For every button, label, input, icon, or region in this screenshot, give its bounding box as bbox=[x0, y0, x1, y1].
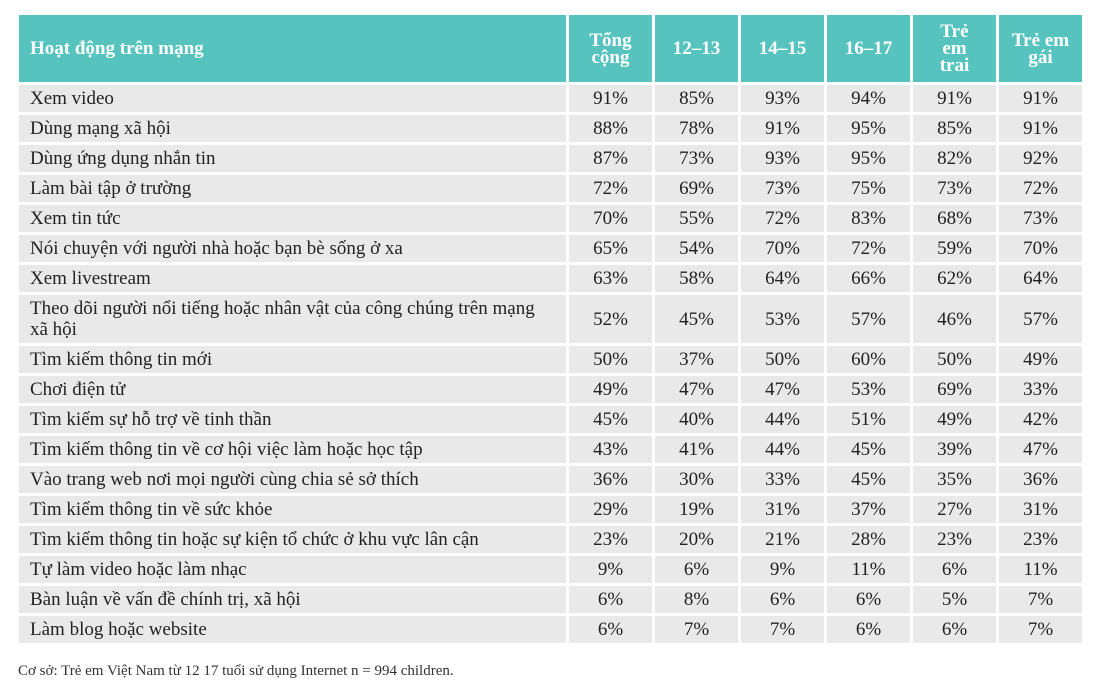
value-cell-age-14-15: 91% bbox=[741, 115, 824, 142]
table-row bbox=[19, 265, 1082, 292]
value-cell-age-12-13: 54% bbox=[655, 235, 738, 262]
value-cell-girls: 72% bbox=[999, 175, 1082, 202]
column-header-age-14-15: 14–15 bbox=[741, 15, 824, 82]
table-row bbox=[19, 616, 1082, 643]
table-row bbox=[19, 85, 1082, 112]
value-cell-age-16-17: 45% bbox=[827, 436, 910, 463]
value-cell-total: 70% bbox=[569, 205, 652, 232]
column-header-age-12-13: 12–13 bbox=[655, 15, 738, 82]
value-cell-girls: 73% bbox=[999, 205, 1082, 232]
value-cell-girls: 42% bbox=[999, 406, 1082, 433]
value-cell-boys: 23% bbox=[913, 526, 996, 553]
value-cell-boys: 50% bbox=[913, 346, 996, 373]
value-cell-total: 88% bbox=[569, 115, 652, 142]
value-cell-age-14-15: 72% bbox=[741, 205, 824, 232]
activity-label: Tìm kiếm sự hỗ trợ về tinh thần bbox=[19, 406, 566, 433]
value-cell-age-14-15: 93% bbox=[741, 145, 824, 172]
online-activities-table bbox=[16, 12, 1085, 646]
value-cell-age-16-17: 37% bbox=[827, 496, 910, 523]
value-cell-boys: 62% bbox=[913, 265, 996, 292]
table-container bbox=[16, 12, 1080, 646]
value-cell-age-12-13: 40% bbox=[655, 406, 738, 433]
value-cell-total: 72% bbox=[569, 175, 652, 202]
footnote: Cơ sở: Trẻ em Việt Nam từ 12 17 tuổi sử dụng Internet n = 994 children. bbox=[18, 663, 454, 679]
activity-label: Làm blog hoặc website bbox=[19, 616, 566, 643]
value-cell-boys: 68% bbox=[913, 205, 996, 232]
value-cell-total: 45% bbox=[569, 406, 652, 433]
table-row bbox=[19, 346, 1082, 373]
value-cell-girls: 36% bbox=[999, 466, 1082, 493]
value-cell-age-14-15: 7% bbox=[741, 616, 824, 643]
value-cell-age-16-17: 57% bbox=[827, 295, 910, 343]
value-cell-age-14-15: 6% bbox=[741, 586, 824, 613]
value-cell-age-14-15: 64% bbox=[741, 265, 824, 292]
value-cell-age-16-17: 75% bbox=[827, 175, 910, 202]
activity-label: Dùng mạng xã hội bbox=[19, 115, 566, 142]
column-header-activity: Hoạt động trên mạng bbox=[19, 15, 566, 82]
table-row bbox=[19, 466, 1082, 493]
value-cell-total: 6% bbox=[569, 586, 652, 613]
value-cell-total: 63% bbox=[569, 265, 652, 292]
table-row bbox=[19, 295, 1082, 343]
table-row bbox=[19, 586, 1082, 613]
table-row bbox=[19, 235, 1082, 262]
value-cell-total: 50% bbox=[569, 346, 652, 373]
value-cell-age-12-13: 58% bbox=[655, 265, 738, 292]
value-cell-girls: 57% bbox=[999, 295, 1082, 343]
value-cell-girls: 31% bbox=[999, 496, 1082, 523]
value-cell-boys: 35% bbox=[913, 466, 996, 493]
value-cell-girls: 91% bbox=[999, 85, 1082, 112]
value-cell-boys: 85% bbox=[913, 115, 996, 142]
column-header-age-16-17: 16–17 bbox=[827, 15, 910, 82]
value-cell-total: 49% bbox=[569, 376, 652, 403]
activity-label: Chơi điện tử bbox=[19, 376, 566, 403]
value-cell-total: 65% bbox=[569, 235, 652, 262]
column-header-total: Tổng cộng bbox=[569, 15, 652, 82]
value-cell-age-14-15: 31% bbox=[741, 496, 824, 523]
value-cell-age-16-17: 51% bbox=[827, 406, 910, 433]
value-cell-girls: 70% bbox=[999, 235, 1082, 262]
value-cell-age-12-13: 6% bbox=[655, 556, 738, 583]
value-cell-age-14-15: 70% bbox=[741, 235, 824, 262]
table-row bbox=[19, 496, 1082, 523]
activity-label: Tự làm video hoặc làm nhạc bbox=[19, 556, 566, 583]
value-cell-age-12-13: 47% bbox=[655, 376, 738, 403]
value-cell-age-12-13: 73% bbox=[655, 145, 738, 172]
activity-label: Nói chuyện với người nhà hoặc bạn bè sống ở xa bbox=[19, 235, 566, 262]
value-cell-age-16-17: 95% bbox=[827, 145, 910, 172]
value-cell-age-12-13: 85% bbox=[655, 85, 738, 112]
value-cell-age-16-17: 95% bbox=[827, 115, 910, 142]
value-cell-age-16-17: 6% bbox=[827, 586, 910, 613]
table-row bbox=[19, 526, 1082, 553]
activity-label: Vào trang web nơi mọi người cùng chia sẻ sở thích bbox=[19, 466, 566, 493]
value-cell-total: 36% bbox=[569, 466, 652, 493]
table-row bbox=[19, 436, 1082, 463]
value-cell-total: 23% bbox=[569, 526, 652, 553]
header-row bbox=[19, 15, 1082, 82]
value-cell-girls: 7% bbox=[999, 616, 1082, 643]
value-cell-age-12-13: 41% bbox=[655, 436, 738, 463]
value-cell-age-14-15: 47% bbox=[741, 376, 824, 403]
value-cell-age-12-13: 30% bbox=[655, 466, 738, 493]
activity-label: Tìm kiếm thông tin mới bbox=[19, 346, 566, 373]
value-cell-age-14-15: 73% bbox=[741, 175, 824, 202]
value-cell-boys: 49% bbox=[913, 406, 996, 433]
value-cell-girls: 49% bbox=[999, 346, 1082, 373]
table-row bbox=[19, 145, 1082, 172]
value-cell-boys: 69% bbox=[913, 376, 996, 403]
value-cell-age-14-15: 21% bbox=[741, 526, 824, 553]
table-row bbox=[19, 406, 1082, 433]
table-row bbox=[19, 115, 1082, 142]
value-cell-age-12-13: 19% bbox=[655, 496, 738, 523]
value-cell-age-12-13: 69% bbox=[655, 175, 738, 202]
value-cell-age-16-17: 11% bbox=[827, 556, 910, 583]
value-cell-total: 9% bbox=[569, 556, 652, 583]
value-cell-age-14-15: 44% bbox=[741, 406, 824, 433]
value-cell-age-16-17: 60% bbox=[827, 346, 910, 373]
value-cell-age-16-17: 66% bbox=[827, 265, 910, 292]
value-cell-girls: 91% bbox=[999, 115, 1082, 142]
value-cell-age-16-17: 53% bbox=[827, 376, 910, 403]
value-cell-age-14-15: 44% bbox=[741, 436, 824, 463]
value-cell-age-16-17: 94% bbox=[827, 85, 910, 112]
value-cell-age-16-17: 83% bbox=[827, 205, 910, 232]
value-cell-age-12-13: 7% bbox=[655, 616, 738, 643]
value-cell-boys: 82% bbox=[913, 145, 996, 172]
activity-label: Theo dõi người nổi tiếng hoặc nhân vật của công chúng trên mạng xã hội bbox=[19, 295, 566, 343]
value-cell-boys: 73% bbox=[913, 175, 996, 202]
value-cell-boys: 27% bbox=[913, 496, 996, 523]
value-cell-girls: 23% bbox=[999, 526, 1082, 553]
value-cell-boys: 39% bbox=[913, 436, 996, 463]
value-cell-age-14-15: 50% bbox=[741, 346, 824, 373]
activity-label: Bàn luận về vấn đề chính trị, xã hội bbox=[19, 586, 566, 613]
value-cell-age-16-17: 45% bbox=[827, 466, 910, 493]
value-cell-total: 91% bbox=[569, 85, 652, 112]
activity-label: Tìm kiếm thông tin về cơ hội việc làm hoặc học tập bbox=[19, 436, 566, 463]
activity-label: Dùng ứng dụng nhắn tin bbox=[19, 145, 566, 172]
value-cell-age-14-15: 33% bbox=[741, 466, 824, 493]
value-cell-boys: 91% bbox=[913, 85, 996, 112]
value-cell-boys: 6% bbox=[913, 556, 996, 583]
column-header-girls: Trẻ em gái bbox=[999, 15, 1082, 82]
value-cell-girls: 33% bbox=[999, 376, 1082, 403]
value-cell-age-14-15: 93% bbox=[741, 85, 824, 112]
value-cell-boys: 6% bbox=[913, 616, 996, 643]
value-cell-total: 43% bbox=[569, 436, 652, 463]
column-header-boys: Trẻ em trai bbox=[913, 15, 996, 82]
table-row bbox=[19, 376, 1082, 403]
activity-label: Tìm kiếm thông tin hoặc sự kiện tổ chức ở khu vực lân cận bbox=[19, 526, 566, 553]
activity-label: Xem video bbox=[19, 85, 566, 112]
value-cell-total: 87% bbox=[569, 145, 652, 172]
value-cell-girls: 92% bbox=[999, 145, 1082, 172]
value-cell-age-16-17: 6% bbox=[827, 616, 910, 643]
value-cell-age-12-13: 8% bbox=[655, 586, 738, 613]
value-cell-age-16-17: 28% bbox=[827, 526, 910, 553]
value-cell-girls: 7% bbox=[999, 586, 1082, 613]
value-cell-total: 29% bbox=[569, 496, 652, 523]
value-cell-boys: 5% bbox=[913, 586, 996, 613]
table-row bbox=[19, 205, 1082, 232]
table-row bbox=[19, 175, 1082, 202]
value-cell-girls: 47% bbox=[999, 436, 1082, 463]
value-cell-total: 6% bbox=[569, 616, 652, 643]
value-cell-boys: 59% bbox=[913, 235, 996, 262]
activity-label: Xem tin tức bbox=[19, 205, 566, 232]
activity-label: Xem livestream bbox=[19, 265, 566, 292]
activity-label: Tìm kiếm thông tin về sức khỏe bbox=[19, 496, 566, 523]
value-cell-girls: 11% bbox=[999, 556, 1082, 583]
value-cell-age-14-15: 53% bbox=[741, 295, 824, 343]
value-cell-boys: 46% bbox=[913, 295, 996, 343]
value-cell-age-12-13: 78% bbox=[655, 115, 738, 142]
value-cell-age-16-17: 72% bbox=[827, 235, 910, 262]
value-cell-age-14-15: 9% bbox=[741, 556, 824, 583]
value-cell-age-12-13: 37% bbox=[655, 346, 738, 373]
value-cell-age-12-13: 55% bbox=[655, 205, 738, 232]
table-row bbox=[19, 556, 1082, 583]
value-cell-total: 52% bbox=[569, 295, 652, 343]
value-cell-age-12-13: 20% bbox=[655, 526, 738, 553]
value-cell-girls: 64% bbox=[999, 265, 1082, 292]
activity-label: Làm bài tập ở trường bbox=[19, 175, 566, 202]
value-cell-age-12-13: 45% bbox=[655, 295, 738, 343]
